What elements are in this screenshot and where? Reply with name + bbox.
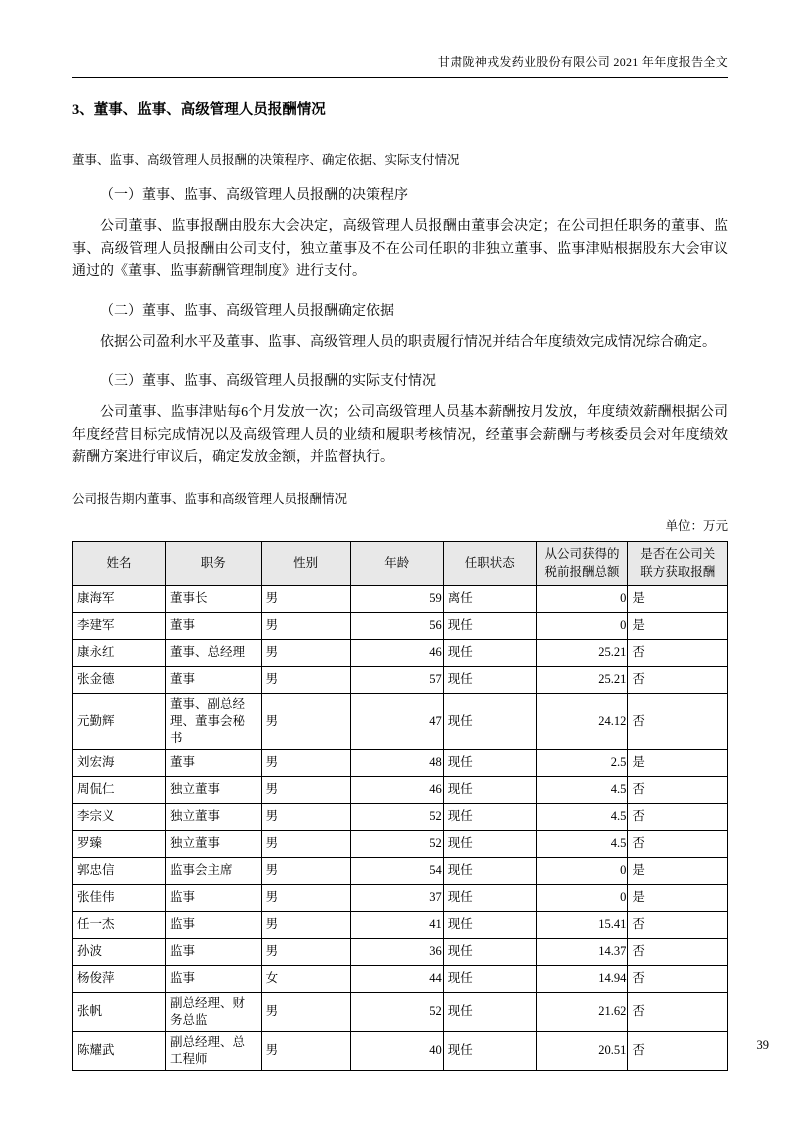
cell-age: 46 bbox=[350, 776, 443, 803]
col-header-position: 职务 bbox=[166, 541, 262, 585]
cell-gender: 男 bbox=[261, 884, 350, 911]
cell-tenure-status: 现任 bbox=[443, 612, 536, 639]
cell-tenure-status: 现任 bbox=[443, 911, 536, 938]
cell-gender: 男 bbox=[261, 857, 350, 884]
col-header-tenure-status: 任职状态 bbox=[443, 541, 536, 585]
col-header-gender: 性别 bbox=[261, 541, 350, 585]
cell-gender: 男 bbox=[261, 776, 350, 803]
cell-pretax-compensation: 24.12 bbox=[536, 693, 628, 749]
report-header-rule bbox=[72, 0, 728, 78]
cell-position: 独立董事 bbox=[166, 830, 262, 857]
cell-tenure-status: 现任 bbox=[443, 693, 536, 749]
cell-pretax-compensation: 0 bbox=[536, 585, 628, 612]
cell-tenure-status: 现任 bbox=[443, 666, 536, 693]
table-row bbox=[73, 911, 728, 938]
cell-gender: 男 bbox=[261, 911, 350, 938]
cell-related-party-compensation: 否 bbox=[628, 992, 728, 1031]
subsection-3-body: 公司董事、监事津贴每6个月发放一次；公司高级管理人员基本薪酬按月发放，年度绩效薪酬根据公司年度经营目标完成情况以及高级管理人员的业绩和履职考核情况，经董事会薪酬与考核委员会对年度绩效薪酬方案进行审议后，确定发放金额，并监督执行。 bbox=[72, 405, 728, 465]
cell-related-party-compensation: 是 bbox=[628, 884, 728, 911]
cell-gender: 女 bbox=[261, 965, 350, 992]
cell-related-party-compensation: 否 bbox=[628, 639, 728, 666]
cell-related-party-compensation: 否 bbox=[628, 666, 728, 693]
cell-gender: 男 bbox=[261, 938, 350, 965]
table-header bbox=[73, 541, 728, 585]
cell-age: 46 bbox=[350, 639, 443, 666]
cell-related-party-compensation: 是 bbox=[628, 749, 728, 776]
cell-position: 监事 bbox=[166, 911, 262, 938]
cell-position: 董事 bbox=[166, 749, 262, 776]
cell-age: 52 bbox=[350, 803, 443, 830]
cell-pretax-compensation: 0 bbox=[536, 612, 628, 639]
cell-position: 监事会主席 bbox=[166, 857, 262, 884]
cell-name: 张金德 bbox=[73, 666, 166, 693]
col-header-pretax-compensation: 从公司获得的税前报酬总额 bbox=[536, 541, 628, 585]
cell-age: 52 bbox=[350, 992, 443, 1031]
cell-gender: 男 bbox=[261, 639, 350, 666]
cell-pretax-compensation: 4.5 bbox=[536, 830, 628, 857]
cell-name: 郭忠信 bbox=[73, 857, 166, 884]
cell-name: 康海军 bbox=[73, 585, 166, 612]
cell-pretax-compensation: 21.62 bbox=[536, 992, 628, 1031]
cell-name: 张帆 bbox=[73, 992, 166, 1031]
table-row bbox=[73, 612, 728, 639]
cell-position: 董事 bbox=[166, 666, 262, 693]
cell-gender: 男 bbox=[261, 992, 350, 1031]
cell-tenure-status: 现任 bbox=[443, 857, 536, 884]
table-row bbox=[73, 749, 728, 776]
table-row bbox=[73, 1031, 728, 1070]
subsection-3-title: （三）董事、监事、高级管理人员报酬的实际支付情况 bbox=[100, 374, 436, 389]
table-caption: 公司报告期内董事、监事和高级管理人员报酬情况 bbox=[72, 491, 348, 506]
cell-name: 康永红 bbox=[73, 639, 166, 666]
cell-pretax-compensation: 20.51 bbox=[536, 1031, 628, 1070]
cell-age: 47 bbox=[350, 693, 443, 749]
cell-related-party-compensation: 否 bbox=[628, 938, 728, 965]
page-content bbox=[72, 0, 728, 1071]
cell-gender: 男 bbox=[261, 612, 350, 639]
cell-name: 罗臻 bbox=[73, 830, 166, 857]
cell-related-party-compensation: 否 bbox=[628, 803, 728, 830]
table-row bbox=[73, 666, 728, 693]
subsection-1-body: 公司董事、监事报酬由股东大会决定，高级管理人员报酬由董事会决定；在公司担任职务的董事、监事、高级管理人员报酬由公司支付，独立董事及不在公司任职的非独立董事、监事津贴根据股东大会审议通过的《董事、监事薪酬管理制度》进行支付。 bbox=[72, 219, 728, 279]
col-header-name: 姓名 bbox=[73, 541, 166, 585]
table-row bbox=[73, 803, 728, 830]
cell-name: 杨俊萍 bbox=[73, 965, 166, 992]
table-header-row bbox=[73, 541, 728, 585]
cell-related-party-compensation: 否 bbox=[628, 776, 728, 803]
subsection-2-body: 依据公司盈利水平及董事、监事、高级管理人员的职责履行情况并结合年度绩效完成情况综合确定。 bbox=[100, 334, 716, 350]
cell-age: 44 bbox=[350, 965, 443, 992]
table-row bbox=[73, 992, 728, 1031]
cell-position: 副总经理、总工程师 bbox=[166, 1031, 262, 1070]
table-row bbox=[73, 884, 728, 911]
cell-age: 57 bbox=[350, 666, 443, 693]
compensation-table bbox=[72, 541, 728, 1071]
cell-related-party-compensation: 否 bbox=[628, 693, 728, 749]
cell-gender: 男 bbox=[261, 749, 350, 776]
table-row bbox=[73, 857, 728, 884]
cell-age: 56 bbox=[350, 612, 443, 639]
cell-pretax-compensation: 25.21 bbox=[536, 666, 628, 693]
cell-name: 李宗义 bbox=[73, 803, 166, 830]
cell-pretax-compensation: 25.21 bbox=[536, 639, 628, 666]
cell-name: 孙波 bbox=[73, 938, 166, 965]
cell-position: 董事 bbox=[166, 612, 262, 639]
cell-pretax-compensation: 14.37 bbox=[536, 938, 628, 965]
cell-gender: 男 bbox=[261, 830, 350, 857]
cell-position: 董事、总经理 bbox=[166, 639, 262, 666]
cell-tenure-status: 现任 bbox=[443, 776, 536, 803]
cell-tenure-status: 现任 bbox=[443, 830, 536, 857]
cell-name: 元勤辉 bbox=[73, 693, 166, 749]
subsection-2-title: （二）董事、监事、高级管理人员报酬确定依据 bbox=[100, 303, 394, 319]
cell-position: 监事 bbox=[166, 965, 262, 992]
page-number: 39 bbox=[756, 1038, 769, 1052]
cell-tenure-status: 现任 bbox=[443, 992, 536, 1031]
cell-related-party-compensation: 是 bbox=[628, 857, 728, 884]
table-row bbox=[73, 938, 728, 965]
cell-position: 副总经理、财务总监 bbox=[166, 992, 262, 1031]
cell-age: 54 bbox=[350, 857, 443, 884]
cell-age: 41 bbox=[350, 911, 443, 938]
cell-age: 36 bbox=[350, 938, 443, 965]
cell-related-party-compensation: 否 bbox=[628, 911, 728, 938]
cell-age: 48 bbox=[350, 749, 443, 776]
cell-position: 独立董事 bbox=[166, 803, 262, 830]
cell-position: 独立董事 bbox=[166, 776, 262, 803]
cell-related-party-compensation: 否 bbox=[628, 1031, 728, 1070]
cell-name: 周侃仁 bbox=[73, 776, 166, 803]
cell-gender: 男 bbox=[261, 1031, 350, 1070]
cell-position: 董事长 bbox=[166, 585, 262, 612]
cell-age: 37 bbox=[350, 884, 443, 911]
cell-tenure-status: 现任 bbox=[443, 803, 536, 830]
cell-pretax-compensation: 0 bbox=[536, 857, 628, 884]
cell-related-party-compensation: 是 bbox=[628, 612, 728, 639]
cell-gender: 男 bbox=[261, 666, 350, 693]
cell-pretax-compensation: 4.5 bbox=[536, 803, 628, 830]
cell-age: 59 bbox=[350, 585, 443, 612]
section-title: 3、董事、监事、高级管理人员报酬情况 bbox=[72, 102, 326, 118]
cell-position: 监事 bbox=[166, 938, 262, 965]
table-row bbox=[73, 965, 728, 992]
cell-tenure-status: 现任 bbox=[443, 749, 536, 776]
cell-tenure-status: 现任 bbox=[443, 639, 536, 666]
col-header-related-party-compensation: 是否在公司关联方获取报酬 bbox=[628, 541, 728, 585]
unit-label: 单位：万元 bbox=[665, 518, 728, 533]
table-row bbox=[73, 639, 728, 666]
cell-gender: 男 bbox=[261, 693, 350, 749]
cell-tenure-status: 离任 bbox=[443, 585, 536, 612]
cell-gender: 男 bbox=[261, 803, 350, 830]
cell-tenure-status: 现任 bbox=[443, 938, 536, 965]
cell-tenure-status: 现任 bbox=[443, 1031, 536, 1070]
cell-pretax-compensation: 0 bbox=[536, 884, 628, 911]
cell-related-party-compensation: 否 bbox=[628, 830, 728, 857]
cell-pretax-compensation: 4.5 bbox=[536, 776, 628, 803]
cell-position: 董事、副总经理、董事会秘书 bbox=[166, 693, 262, 749]
cell-tenure-status: 现任 bbox=[443, 884, 536, 911]
cell-pretax-compensation: 2.5 bbox=[536, 749, 628, 776]
subsection-1-title: （一）董事、监事、高级管理人员报酬的决策程序 bbox=[100, 188, 408, 203]
cell-pretax-compensation: 15.41 bbox=[536, 911, 628, 938]
cell-name: 张佳伟 bbox=[73, 884, 166, 911]
cell-tenure-status: 现任 bbox=[443, 965, 536, 992]
cell-gender: 男 bbox=[261, 585, 350, 612]
report-header-text: 甘肃陇神戎发药业股份有限公司 2021 年年度报告全文 bbox=[437, 55, 728, 69]
cell-name: 李建军 bbox=[73, 612, 166, 639]
cell-age: 52 bbox=[350, 830, 443, 857]
table-row bbox=[73, 776, 728, 803]
cell-pretax-compensation: 14.94 bbox=[536, 965, 628, 992]
cell-age: 40 bbox=[350, 1031, 443, 1070]
cell-name: 任一杰 bbox=[73, 911, 166, 938]
cell-related-party-compensation: 是 bbox=[628, 585, 728, 612]
cell-name: 刘宏海 bbox=[73, 749, 166, 776]
cell-position: 监事 bbox=[166, 884, 262, 911]
intro-line: 董事、监事、高级管理人员报酬的决策程序、确定依据、实际支付情况 bbox=[72, 153, 460, 167]
col-header-age: 年龄 bbox=[350, 541, 443, 585]
cell-name: 陈耀武 bbox=[73, 1031, 166, 1070]
table-body bbox=[73, 585, 728, 1070]
table-row bbox=[73, 830, 728, 857]
cell-related-party-compensation: 否 bbox=[628, 965, 728, 992]
table-row bbox=[73, 693, 728, 749]
table-row bbox=[73, 585, 728, 612]
